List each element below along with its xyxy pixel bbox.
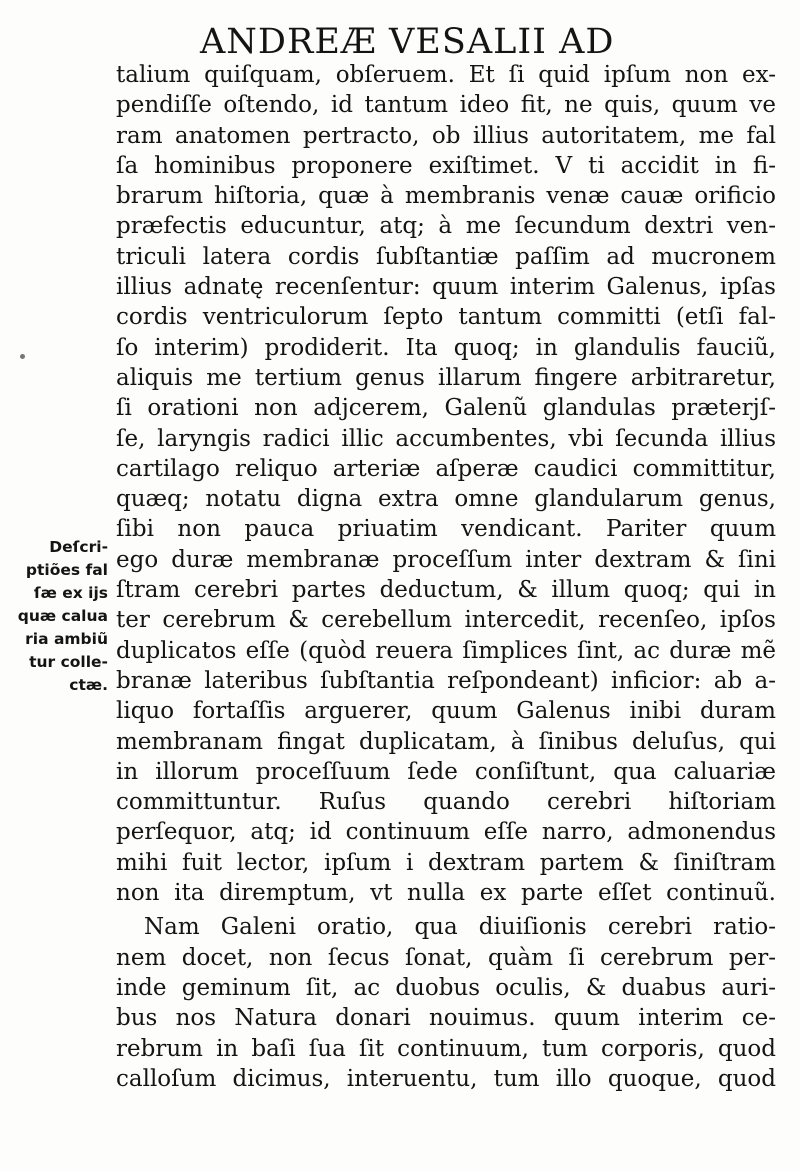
margin-note-line: tur colle-: [29, 653, 108, 671]
margin-note-line: ria ambiũ: [25, 630, 108, 648]
text-line: non ita diremptum, vt nulla ex parte eſſet continuũ.: [116, 880, 776, 907]
text-line: ram anatomen pertracto, ob illius autoritatem, me fal: [116, 122, 776, 149]
main-text-block: [116, 60, 776, 1094]
text-line: branæ lateribus ſubſtantia reſpondeant) inficior: ab a-: [116, 667, 776, 694]
margin-note-line: quæ calua: [17, 607, 108, 625]
text-line: illius adnatę recenſentur: quum interim Galenus, ipſas: [116, 274, 776, 301]
text-line: mihi fuit lector, ipſum i dextram partem & ſiniſtram: [116, 849, 776, 876]
paragraph-2: [116, 912, 776, 1094]
text-line: pendiſſe oſtendo, id tantum ideo fit, ne quis, quum ve: [116, 92, 776, 119]
text-line: triculi latera cordis ſubſtantiæ paſſim ad mucronem: [116, 243, 776, 270]
text-line: duplicatos eſſe (quòd reuera ſimplices ſint, ac duræ mẽ: [116, 637, 776, 664]
margin-note-line: ſæ ex iјs: [33, 584, 108, 602]
text-line: perſequor, atq; id continuum eſſe narro, admonendus: [116, 819, 776, 846]
text-line: committuntur. Ruſus quando cerebri hiſtoriam: [116, 789, 776, 816]
running-header: ANDREÆ VESALII AD: [200, 22, 615, 62]
text-line: brarum hiſtoria, quæ à membranis venæ cauæ orificio: [116, 183, 776, 210]
text-line: calloſum dicimus, interuentu, tum illo quoque, quod: [116, 1065, 776, 1092]
margin-note-line: ctæ.: [69, 676, 108, 694]
text-line: ſe, laryngis radici illic accumbentes, vbi ſecunda illius: [116, 425, 776, 452]
text-line: cordis ventriculorum ſepto tantum committi (etſi fal-: [116, 304, 776, 331]
text-line: inde geminum ſit, ac duobus oculis, & duabus auri-: [116, 974, 776, 1001]
text-line: ſa hominibus proponere exiſtimet. V ti accidit in fi-: [116, 152, 776, 179]
text-line: membranam fingat duplicatam, à ſinibus deluſus, qui: [116, 728, 776, 755]
text-line: rebrum in baſi ſua ſit continuum, tum corporis, quod: [116, 1035, 776, 1062]
text-line: ſi orationi non adјcerem, Galenũ glandulas præterјſ-: [116, 395, 776, 422]
text-line: Nam Galeni oratio, qua diuiſionis cerebri ratio-: [144, 914, 776, 941]
text-line: cartilago reliquo arteriæ aſperæ caudici committitur,: [116, 455, 776, 482]
text-line: liquo fortaſſis arguerer, quum Galenus inibi duram: [116, 698, 776, 725]
text-line: bus nos Natura donari nouimus. quum interim ce-: [116, 1005, 776, 1032]
margin-note: [6, 536, 108, 697]
text-line: ſtram cerebri partes deductum, & illum quoq; qui in: [116, 577, 776, 604]
margin-note-line: Deſcri-: [49, 538, 108, 556]
paragraph-1: [116, 60, 776, 908]
text-line: quæq; notatu digna extra omne glandularum genus,: [116, 486, 776, 513]
text-line: talium quiſquam, obſeruem. Et ſi quid ipſum non ex-: [116, 62, 776, 88]
text-line: ſibi non pauca priuatim vendicant. Pariter quum: [116, 516, 776, 543]
margin-note-line: ptiões fal: [25, 561, 108, 579]
ink-speck: [20, 354, 25, 359]
text-line: nem docet, non ſecus ſonat, quàm ſi cerebrum per-: [116, 944, 776, 971]
text-line: præfectis educuntur, atq; à me ſecundum dextri ven-: [116, 213, 776, 240]
text-line: ter cerebrum & cerebellum intercedit, recenſeo, ipſos: [116, 607, 776, 634]
text-line: aliquis me tertium genus illarum fingere arbitraretur,: [116, 364, 776, 391]
text-line: ego duræ membranæ proceſſum inter dextram & ſini: [116, 546, 776, 573]
text-line: ſo interim) prodiderit. Ita quoq; in glandulis fauciũ,: [116, 334, 776, 361]
text-line: in illorum proceſſuum ſede conſiſtunt, qua caluariæ: [116, 758, 776, 785]
